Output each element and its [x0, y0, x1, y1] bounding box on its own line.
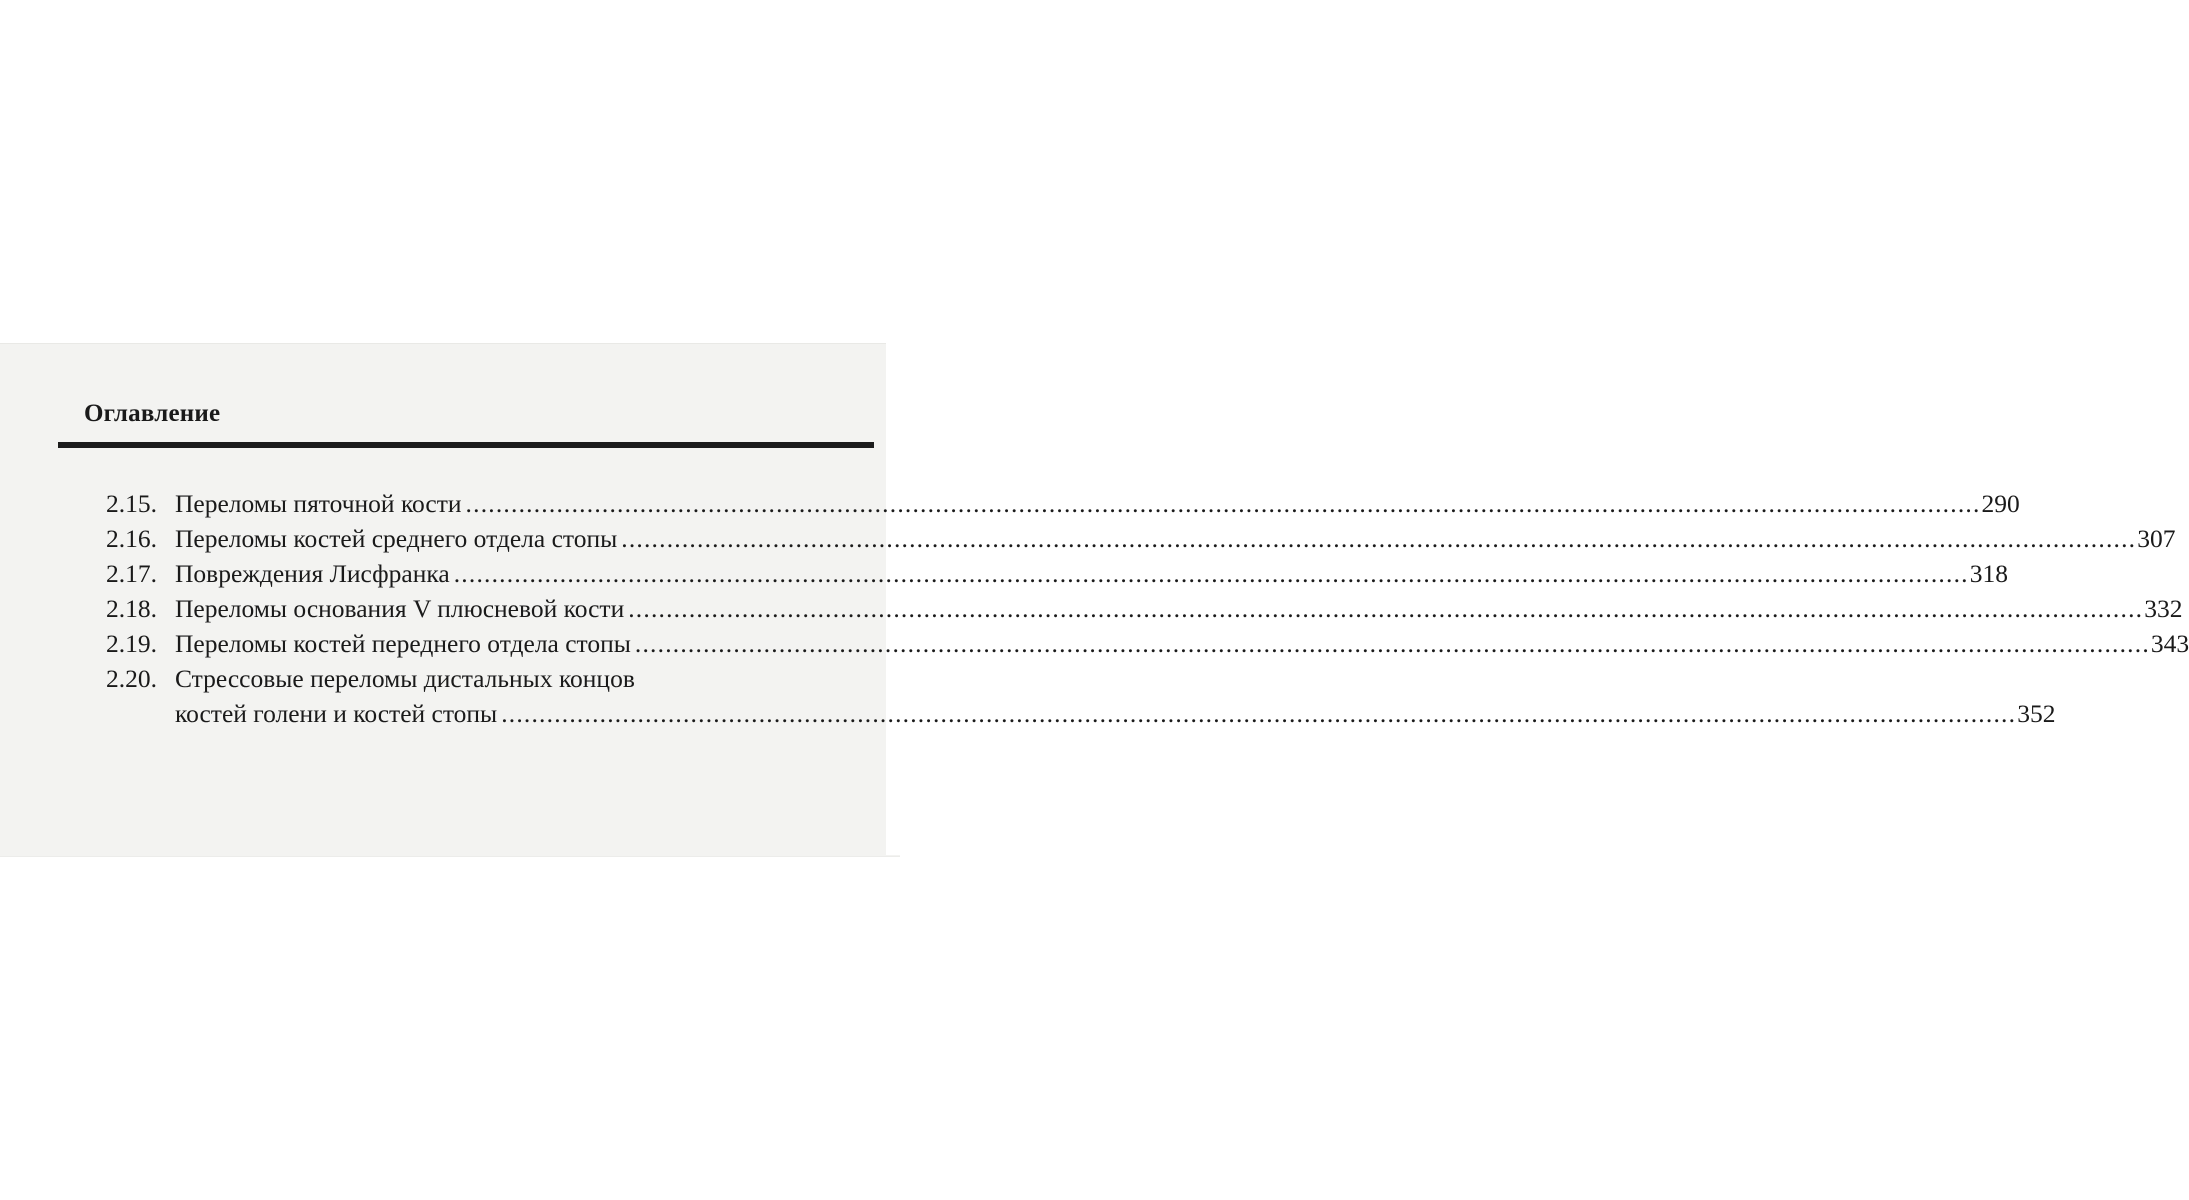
toc-entry-page: 307 [2137, 524, 2176, 553]
dot-leader: ........................................................................................................................................................................................................ [453, 559, 1969, 588]
dot-leader: ........................................................................................................................................................................................................ [628, 594, 2144, 623]
toc-entry [106, 661, 2056, 731]
toc-entry-title: Переломы костей среднего отдела стопы [175, 524, 618, 553]
toc-entry-title: Переломы основания V плюсневой кости [175, 594, 625, 623]
toc-entry-title-line2: костей голени и костей стопы [175, 699, 498, 728]
toc-entry-number: 2.15. [106, 489, 157, 518]
toc-entry-number: 2.18. [106, 594, 157, 623]
toc-entry-title-line1: Стрессовые переломы дистальных концов [175, 664, 635, 693]
toc-entry-page: 352 [2017, 699, 2056, 728]
toc-entry-number: 2.19. [106, 629, 157, 658]
dot-leader: ........................................................................................................................................................................................................ [501, 699, 2017, 728]
toc-entry-title: Переломы пяточной кости [175, 489, 462, 518]
toc-entry-title: Повреждения Лисфранка [175, 559, 450, 588]
table-of-contents [106, 486, 2189, 731]
toc-entry-page: 343 [2150, 629, 2189, 658]
toc-entry-title: Переломы костей переднего отдела стопы [175, 629, 631, 658]
heading-rule [58, 442, 874, 448]
toc-entry-page: 332 [2144, 594, 2183, 623]
dot-leader: ........................................................................................................................................................................................................ [621, 524, 2137, 553]
toc-entry-number: 2.17. [106, 559, 157, 588]
dot-leader: ........................................................................................................................................................................................................ [634, 629, 2150, 658]
toc-entry [106, 486, 2020, 521]
toc-entry-number: 2.16. [106, 524, 157, 553]
toc-entry-page: 318 [1969, 559, 2008, 588]
toc-entry-page: 290 [1981, 489, 2020, 518]
toc-entry [106, 521, 2176, 556]
toc-entry [106, 591, 2183, 626]
toc-entry-number: 2.20. [106, 664, 157, 693]
dot-leader: ........................................................................................................................................................................................................ [465, 489, 1981, 518]
toc-entry [106, 556, 2008, 591]
toc-entry [106, 626, 2189, 661]
section-heading: Оглавление [84, 400, 221, 427]
